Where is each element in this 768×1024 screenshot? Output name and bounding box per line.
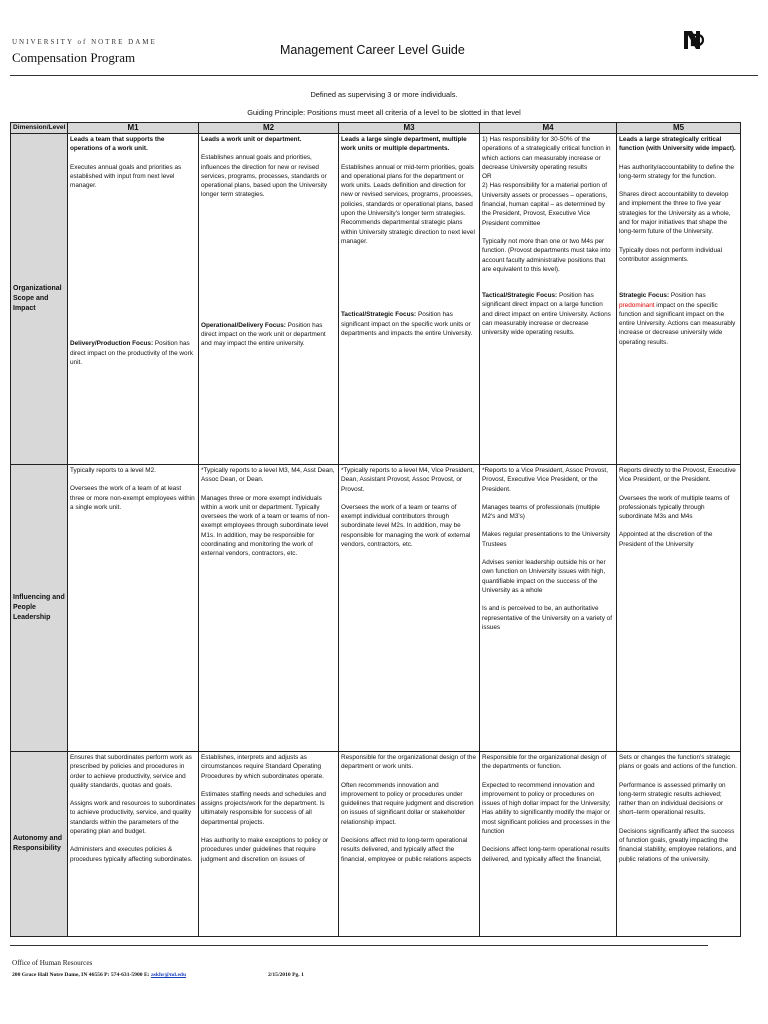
page-title: Management Career Level Guide (280, 43, 465, 57)
table-cell: Leads a large strategically critical function (with University wide impact). Has authority/accountability to define the long-term strategy for the function. Shares direct accountability to develop and implement the three to five year strategies for the University as a whole, and for major initiatives that shape the long-term future of the University. Typically does not perform individual contributor assignments. Strategic Focus: Position has predominant impact on the specific function and significant impact on the entire University. Actions can measurably increase or decrease university wide operating results. (617, 134, 741, 465)
column-header: Dimension/Level (11, 123, 68, 134)
row-label: Autonomy and Responsibility (11, 752, 68, 937)
nd-monogram-icon (682, 28, 706, 52)
table-cell: *Typically reports to a level M3, M4, Asst Dean, Assoc Dean, or Dean. Manages three or more exempt individuals within a work unit or department. Typically oversees the work of a team or teams of non-exempt employees through subordinate level M1s. In addition, may be responsible for coordinating and monitoring the work of external vendors, contractors, etc. (199, 465, 339, 752)
row-label: Organizational Scope and Impact (11, 134, 68, 465)
column-header: M1 (68, 123, 199, 134)
email-link[interactable]: askhr@nd.edu (150, 972, 187, 978)
highlighted-word: predominant (619, 301, 655, 309)
header-branding (12, 38, 157, 66)
table-cell: Leads a work unit or department. Establishes annual goals and priorities, influences the direction for new or revised services, programs, processes, standards or operational plans, based upon the University longer term strategies. Operational/Delivery Focus: Position has direct impact on the work unit or department and may impact the entire university. (199, 134, 339, 465)
table-cell: Leads a large single department, multiple work units or multiple departments. Establishes annual or mid-term priorities, goals and operational plans for the department or work units. Leads definition and direction for new or revised services, programs, processes, policies, standards or operational plans, based upon the University's longer term strategies. Recommends departmental strategic plans within University strategic direction to next level manager. Tactical/Strategic Focus: Position has significant impact on the specific work units or departments and impacts the entire University. (339, 134, 480, 465)
guiding-principle-line: Guiding Principle: Positions must meet all criteria of a level to be slotted in that level (247, 108, 521, 117)
table-cell: *Typically reports to a level M4, Vice President, Dean, Assistant Provost, Assoc Provost, or Provost. Oversees the work of a team or teams of exempt individual contributors through subordinate level M2s. In addition, may be responsible for managing the work of external vendors, contractors, etc. (339, 465, 480, 752)
office-name: Office of Human Resources (12, 959, 93, 967)
table-row (11, 752, 741, 937)
table-header-row (11, 123, 741, 134)
career-level-table (10, 122, 741, 937)
header-divider (10, 75, 758, 76)
row-label: Influencing and People Leadership (11, 465, 68, 752)
definition-line: Defined as supervising 3 or more individuals. (310, 90, 458, 99)
university-name: UNIVERSITY of NOTRE DAME (12, 38, 157, 46)
date-page-number: 2/15/2010 Pg. 1 (268, 972, 304, 978)
table-cell: Reports directly to the Provost, Executive Vice President, or the President. Oversees the work of multiple teams of professionals typically through subordinate M3s and M4s Appointed at the discretion of the President of the University (617, 465, 741, 752)
table-cell: Sets or changes the function's strategic plans or goals and actions of the function. Performance is assessed primarily on long-term strategic results achieved; rather than on individual decisions or short–term operational results. Decisions significantly affect the success of function goals, greatly impacting the financial stability, employee relations, and public relations of the university. (617, 752, 741, 937)
column-header: M5 (617, 123, 741, 134)
table-cell: Ensures that subordinates perform work as prescribed by policies and procedures in order to achieve productivity, service and quality standards, quotas and goals. Assigns work and resources to subordinates to achieve productivity, service, and quality standards within the parameters of the operating plan and budget. Administers and executes policies & procedures typically affecting subordinates. (68, 752, 199, 937)
footer-address: 200 Grace Hall Notre Dame, IN 46556 P: 574-631-5900 E: askhr@nd.edu (12, 972, 187, 978)
column-header: M4 (480, 123, 617, 134)
column-header: M3 (339, 123, 480, 134)
table-cell: 1) Has responsibility for 30-50% of the operations of a strategically critical function in which actions can measurably increase or decrease University operating results OR 2) Has responsibility for a material portion of University assets or processes – operations, financial, human capital – as determined by the President, Provost, Executive Vice President committee Typically not more than one or two M4s per function. (Provost departments must take into account faculty administrative positions that are equivalent to this level). Tactical/Strategic Focus: Position has significant direct impact on a large function and direct impact on entire University. Actions can measurably increase or decrease university wide operating results. (480, 134, 617, 465)
footer-divider (10, 945, 708, 946)
table-cell: Typically reports to a level M2. Oversees the work of a team of at least three or more non-exempt employees within a single work unit. (68, 465, 199, 752)
table-cell: Responsible for the organizational design of the department or work units. Often recommends innovation and improvement to policy or procedures under guidelines that require judgment and discretion on issues of significant dollar or stakeholder relationship impact. Decisions affect mid to long-term operational results delivered, and typically affect the financial, employee or public relations aspects (339, 752, 480, 937)
table-cell: *Reports to a Vice President, Assoc Provost, Provost, Executive Vice President, or the President. Manages teams of professionals (multiple M2's and M3's) Makes regular presentations to the University Trustees Advises senior leadership outside his or her own function on University issues with high, quantifiable impact on the success of the University as a whole Is and is perceived to be, an authoritative representative of the University on a variety of issues (480, 465, 617, 752)
table-cell: Responsible for the organizational design of the departments or function. Expected to recommend innovation and improvement to policy or procedures on issues of high dollar impact for the University; Has ability to significantly modify the major or most significant policies and processes in the function Decisions affect long-term operational results delivered, and typically affect the financial, (480, 752, 617, 937)
table-row (11, 465, 741, 752)
table-cell: Establishes, interprets and adjusts as circumstances require Standard Operating Procedures by which subordinates operate. Estimates staffing needs and schedules and assigns projects/work for the department. Is ultimately responsible for success of all departmental projects. Has authority to make exceptions to policy or procedures under guidelines that require judgment and discretion on issues of (199, 752, 339, 937)
program-name: Compensation Program (12, 50, 136, 65)
table-row (11, 134, 741, 465)
table-cell: Leads a team that supports the operations of a work unit. Executes annual goals and priorities as established with input from next level manager. Delivery/Production Focus: Position has direct impact on the productivity of the work unit. (68, 134, 199, 465)
column-header: M2 (199, 123, 339, 134)
